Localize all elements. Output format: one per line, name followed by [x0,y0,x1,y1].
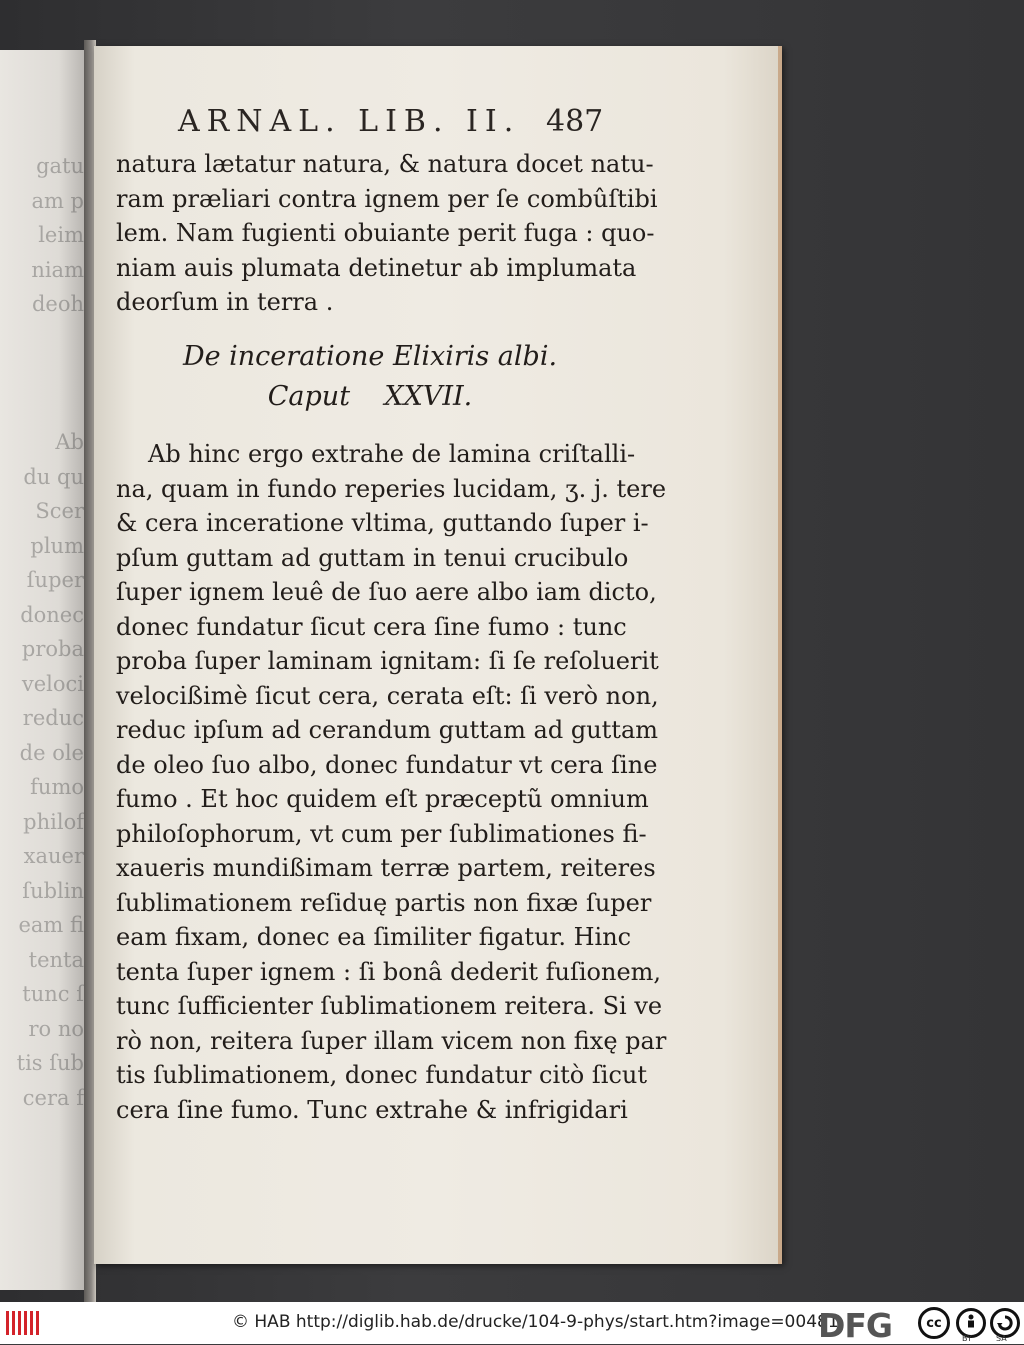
text-line: velocißimè ſicut cera, cerata eſt: ſi verò non, [116,681,659,710]
text-line: cera ſine fumo. Tunc extrahe & infrigidari [116,1095,628,1124]
facing-page-fragment: Ab [55,430,84,454]
text-line: donec fundatur ſicut cera ſine fumo : tunc [116,612,627,641]
facing-page-fragment: tenta [28,947,84,972]
facing-page-fragment: fumo [30,775,84,799]
facing-page-fragment: veloci [21,671,84,696]
facing-page-fragment: tunc ſ [22,982,84,1006]
text-line: rò non, reitera ſuper illam vicem non fixę par [116,1026,667,1055]
facing-page-fragment: reduc [22,706,84,730]
facing-page-fragment: gatu [36,154,84,178]
text-line: tenta ſuper ignem : ſi bonâ dederit fuſionem, [116,957,662,986]
text-line: natura lætatur natura, & natura docet natu- [116,150,654,178]
text-line: xaueris mundißimam terræ partem, reiteres [116,854,656,882]
facing-page-fragment: du qu [23,464,84,489]
running-head: ARNAL. LIB. II. [178,104,521,139]
facing-page-fragment: plum [30,533,84,558]
cc-license-icon[interactable]: cc [918,1307,950,1339]
page-number: 487 [546,104,604,139]
facing-page-fragment: xauer [23,844,84,868]
chapter-number: Caput XXVII. [267,381,473,412]
text-line: lem. Nam fugienti obuiante perit fuga : quo- [116,219,655,247]
facing-page-fragment: am p [31,188,84,213]
facing-page-fragment: deoh [31,292,84,316]
hab-logo-icon [6,1311,42,1335]
facing-page [0,50,87,1290]
text-line: deorſum in terra . [116,288,334,316]
facing-page-fragment: Scer [35,499,84,523]
copyright-link[interactable]: © HAB http://diglib.hab.de/drucke/104-9-phys/start.htm?image=00481 [232,1312,839,1332]
facing-page-fragment: leim [38,223,84,247]
cc-by-label: BY [962,1334,972,1343]
facing-page-fragment: eam fi [18,913,84,937]
text-line: na, quam in fundo reperies lucidam, ʒ. j. tere [116,474,667,503]
text-line: niam auis plumata detinetur ab implumata [116,253,637,282]
facing-page-fragment: tis ſub [16,1051,84,1075]
text-line: de oleo ſuo albo, donec fundatur vt cera ſine [116,750,658,779]
text-line: & cera inceratione vltima, guttando ſuper i- [116,509,649,537]
facing-page-fragment: ſublin [22,878,84,903]
cc-sa-label: SA [996,1334,1007,1343]
text-line: reduc ipſum ad cerandum guttam ad guttam [116,716,659,744]
text-line: ſuper ignem leuê de ſuo aere albo iam dicto, [116,578,657,606]
chapter-heading [150,337,590,417]
facing-page-fragment: cera f [22,1085,84,1110]
text-line: pſum guttam ad guttam in tenui crucibulo [116,543,629,572]
dfg-logo: DFG [818,1306,893,1345]
text-line: ſublimationem reſiduę partis non fixæ ſuper [116,888,652,917]
facing-page-fragment: donec [20,602,84,627]
footer-bar [0,1302,1024,1344]
text-line: Ab hinc ergo extrahe de lamina criſtalli- [148,440,636,468]
text-line: eam fixam, donec ea ſimiliter figatur. Hinc [116,923,632,951]
chapter-title: De inceratione Elixiris albi. [182,341,558,372]
facing-page-fragment: proba [21,637,84,661]
text-line: tis ſublimationem, donec fundatur citò ſicut [116,1061,647,1089]
intro-paragraph [116,147,658,320]
text-line: tunc ſufficienter ſublimationem reitera. Si ve [116,992,663,1020]
facing-page-fragment: ſuper [26,568,84,592]
body-paragraph [116,437,667,1127]
text-line: fumo . Et hoc quidem eſt præceptũ omnium [116,785,649,813]
facing-page-fragment: philof [23,809,84,834]
text-line: proba ſuper laminam ignitam: ſi ſe reſoluerit [116,647,659,675]
facing-page-fragment: niam [31,257,84,282]
text-line: philoſophorum, vt cum per ſublimationes fi- [116,819,647,848]
text-line: ram præliari contra ignem per ſe combûſtibi [116,184,658,213]
facing-page-fragment: de ole [19,740,84,765]
facing-page-fragment: ro no [28,1016,84,1041]
